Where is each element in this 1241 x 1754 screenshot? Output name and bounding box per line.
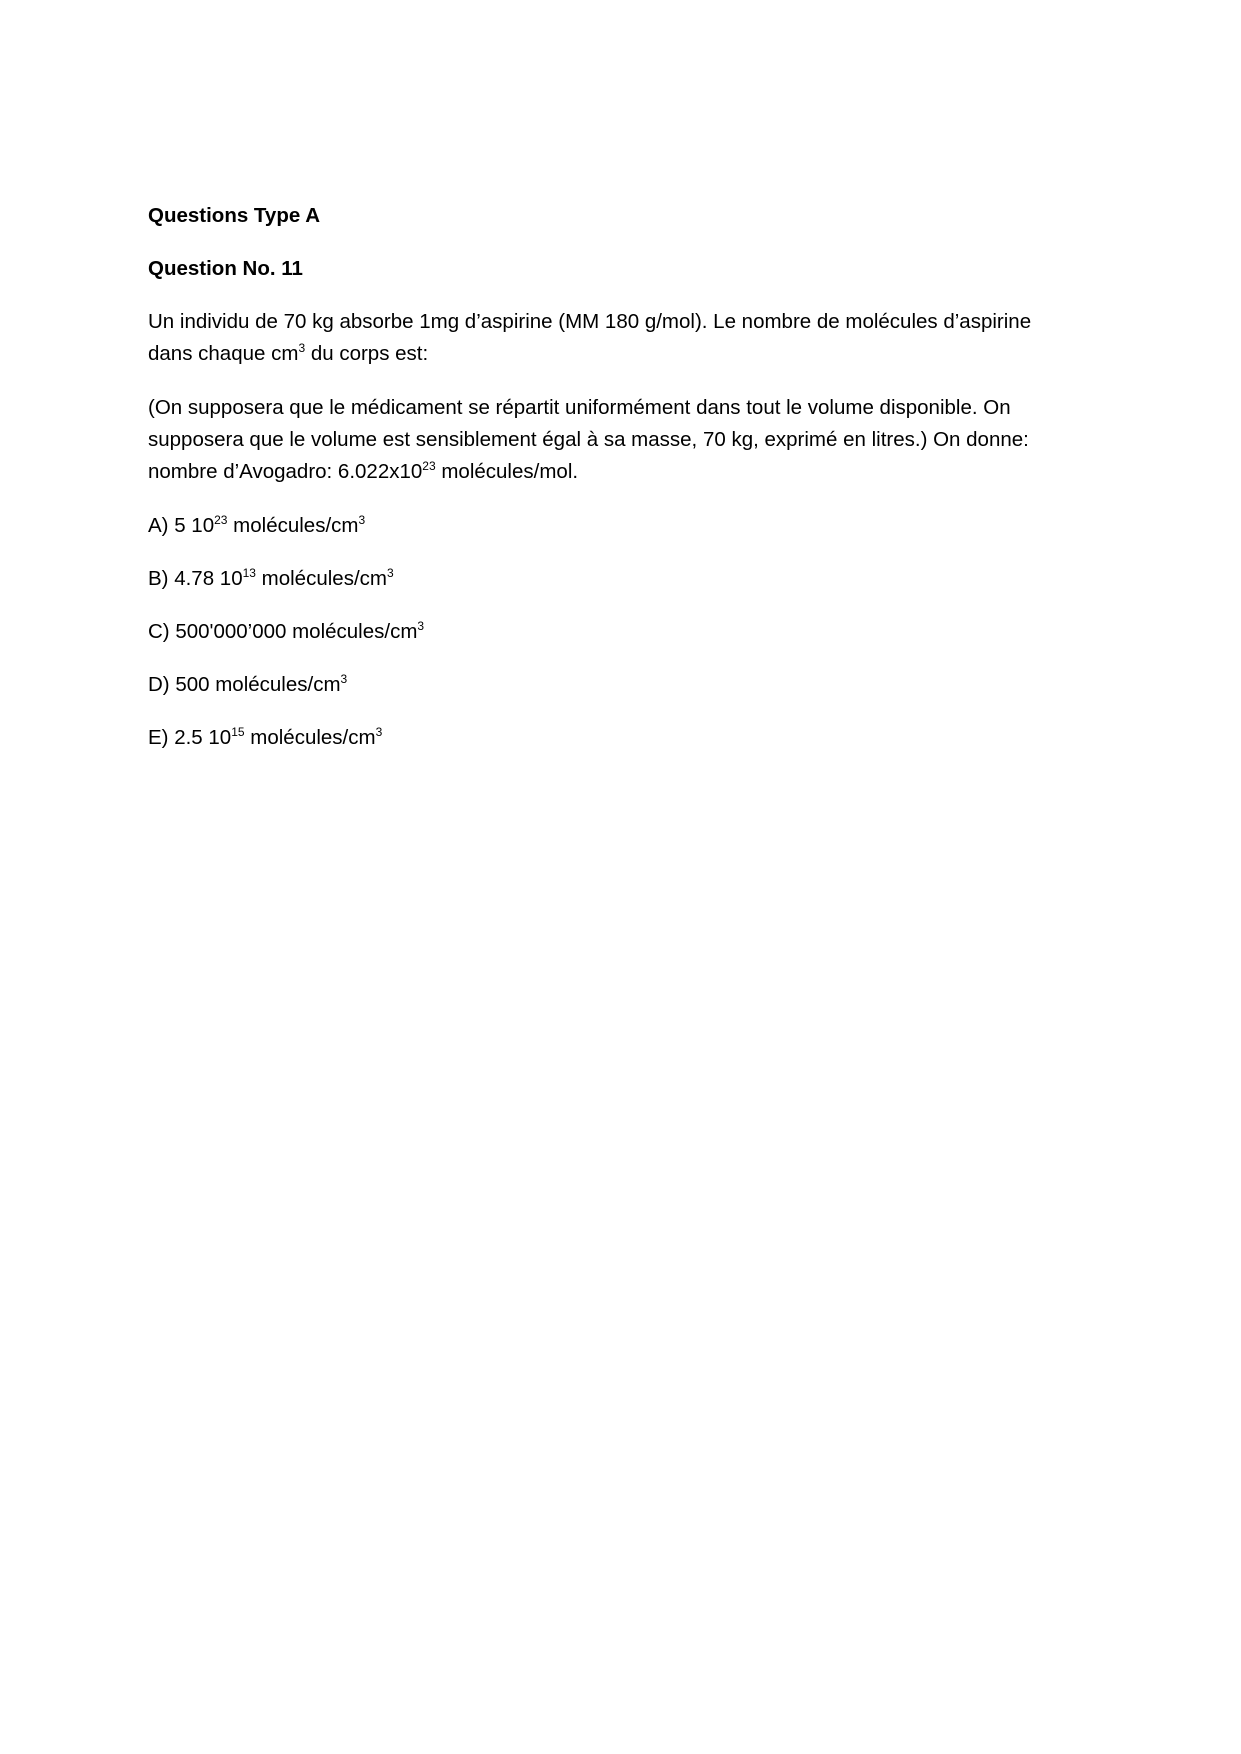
option-value: A) 5 10	[148, 514, 215, 537]
option-b	[148, 563, 394, 595]
option-value: D) 500	[148, 673, 210, 696]
option-unit: molécules/cm	[209, 673, 341, 696]
option-d	[148, 669, 347, 701]
superscript: 23	[422, 459, 436, 473]
option-e	[148, 722, 382, 754]
option-unit: molécules/cm	[244, 726, 376, 749]
exponent: 13	[242, 566, 256, 580]
option-value: B) 4.78 10	[148, 567, 243, 590]
option-unit: molécules/cm	[227, 514, 359, 537]
unit-exponent: 3	[375, 725, 383, 739]
superscript: 3	[298, 341, 306, 355]
option-unit: molécules/cm	[286, 620, 418, 643]
unit-exponent: 3	[417, 619, 425, 633]
stem-line-1: Un individu de 70 kg absorbe 1mg d’aspirine (MM 180 g/mol). Le nombre de molécules d’aspirine	[148, 310, 1032, 333]
note-line-2: supposera que le volume est sensiblement égal à sa masse, 70 kg, exprimé en litres.) On donne:	[148, 428, 1029, 451]
option-a	[148, 510, 365, 542]
option-value: C) 500'000’000	[148, 620, 287, 643]
stem-text: dans chaque cm	[148, 342, 299, 365]
unit-exponent: 3	[340, 672, 348, 686]
section-title: Questions Type A	[148, 204, 320, 227]
unit-exponent: 3	[358, 513, 366, 527]
exponent: 15	[231, 725, 245, 739]
note-line-1: (On supposera que le médicament se répartit uniformément dans tout le volume disponible. On	[148, 396, 1011, 419]
option-unit: molécules/cm	[255, 567, 387, 590]
exponent: 23	[214, 513, 228, 527]
note-text: molécules/mol.	[435, 460, 579, 483]
note-text: nombre d’Avogadro: 6.022x10	[148, 460, 423, 483]
unit-exponent: 3	[386, 566, 394, 580]
option-c	[148, 616, 424, 648]
option-value: E) 2.5 10	[148, 726, 232, 749]
stem-line-2	[148, 338, 428, 370]
note-line-3	[148, 456, 578, 488]
question-number: Question No. 11	[148, 257, 303, 280]
stem-text: du corps est:	[305, 342, 429, 365]
